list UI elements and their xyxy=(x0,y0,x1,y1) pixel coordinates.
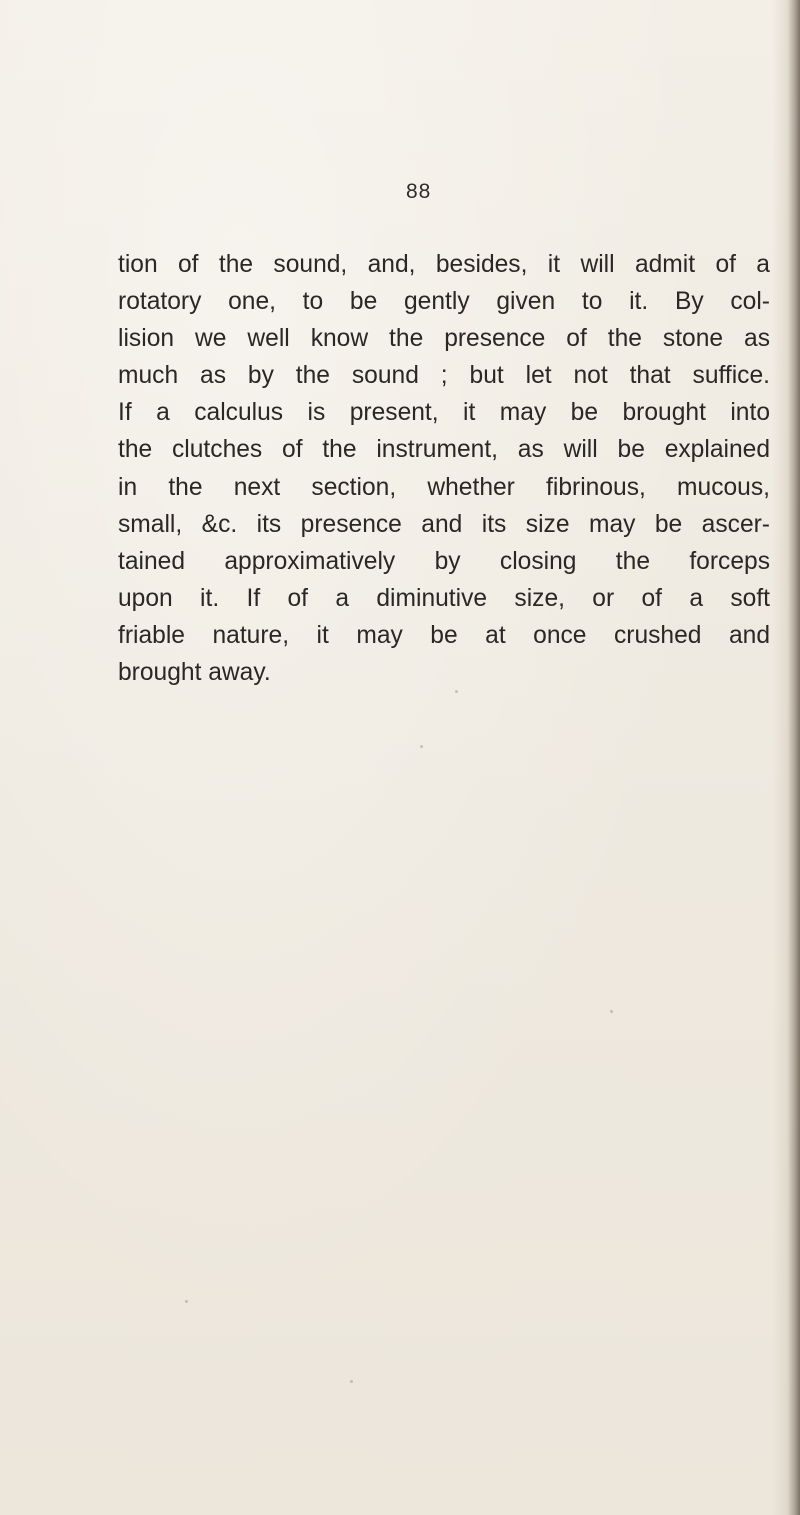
body-paragraph xyxy=(118,246,770,691)
paper-speck xyxy=(350,1380,353,1383)
text-line: tion of the sound, and, besides, it will admit of a xyxy=(118,251,770,278)
text-line: the clutches of the instrument, as will be explained xyxy=(118,436,770,464)
text-line: friable nature, it may be at once crushed and xyxy=(118,621,770,649)
text-line: lision we well know the presence of the stone as xyxy=(118,325,770,353)
text-line: in the next section, whether fibrinous, mucous, xyxy=(118,473,770,501)
text-line: upon it. If of a diminutive size, or of a soft xyxy=(118,584,770,612)
text-line: small, &c. its presence and its size may be ascer- xyxy=(118,510,770,538)
paper-speck xyxy=(610,1010,613,1013)
text-line: If a calculus is present, it may be brought into xyxy=(118,399,770,427)
paper-speck xyxy=(455,690,458,693)
page-edge-shadow xyxy=(772,0,800,1515)
text-line: rotatory one, to be gently given to it. By col- xyxy=(118,288,770,316)
page-number: 88 xyxy=(406,180,432,203)
text-line: much as by the sound ; but let not that suffice. xyxy=(118,362,770,390)
paper-speck xyxy=(185,1300,188,1303)
text-line: brought away. xyxy=(118,659,271,687)
paper-speck xyxy=(420,745,423,748)
text-line: tained approximatively by closing the forceps xyxy=(118,547,770,575)
